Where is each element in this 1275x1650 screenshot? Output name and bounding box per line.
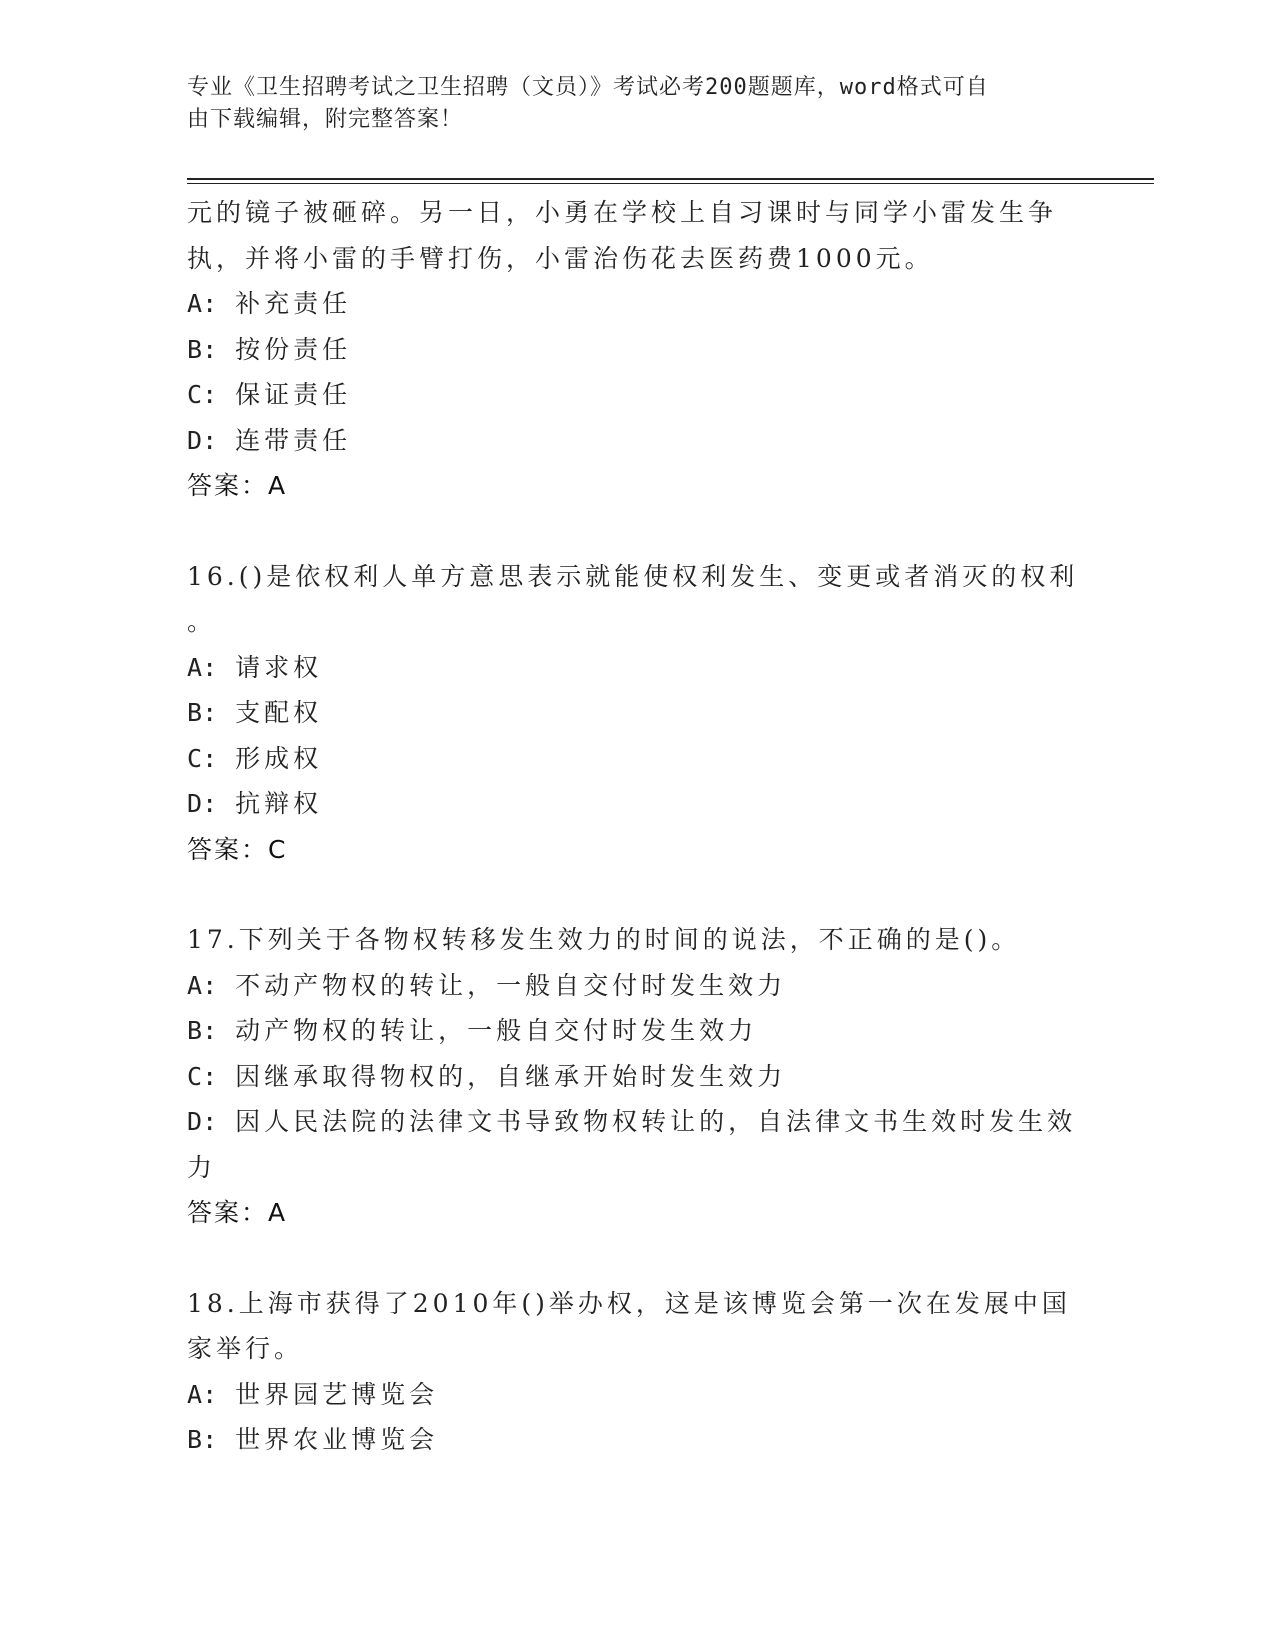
option-c — [187, 372, 1087, 418]
option-text: 形成权 — [235, 743, 323, 773]
option-separator: : — [202, 1107, 222, 1136]
option-d — [187, 1099, 1087, 1145]
header-line-2: 由下载编辑，附完整答案！ — [187, 107, 464, 132]
option-a — [187, 281, 1087, 327]
question-content — [187, 190, 1087, 1463]
option-separator: : — [202, 698, 222, 727]
option-separator: : — [202, 1016, 222, 1045]
option-letter: A — [187, 1379, 203, 1409]
option-text: 保证责任 — [235, 380, 352, 409]
option-letter: B — [187, 1425, 203, 1454]
option-letter: D — [187, 1107, 203, 1136]
option-text: 抗辩权 — [235, 789, 323, 818]
option-a — [187, 963, 1087, 1009]
question-18 — [187, 1281, 1087, 1463]
option-text: 请求权 — [235, 652, 323, 682]
option-text: 补充责任 — [235, 289, 352, 318]
option-c — [187, 1054, 1087, 1100]
question-text-line: 家举行。 — [187, 1334, 304, 1363]
option-d — [187, 781, 1087, 827]
option-separator: : — [202, 743, 222, 773]
header-line-1: 专业《卫生招聘考试之卫生招聘（文员）》考试必考200题题库，word格式可自 — [187, 75, 989, 100]
option-separator: : — [202, 1061, 222, 1091]
option-separator: : — [202, 652, 222, 682]
option-b — [187, 690, 1087, 736]
option-letter: D — [187, 789, 203, 818]
question-text-line: 18.上海市获得了2010年()举办权，这是该博览会第一次在发展中国 — [187, 1288, 1071, 1318]
option-letter: A — [187, 970, 203, 1000]
header-divider-thin — [187, 183, 1154, 184]
question-15 — [187, 190, 1087, 509]
option-a — [187, 645, 1087, 691]
option-text-continuation: 力 — [187, 1152, 217, 1182]
option-letter: C — [187, 1061, 203, 1091]
option-d — [187, 418, 1087, 464]
question-text-line: 元的镜子被砸碎。另一日，小勇在学校上自习课时与同学小雷发生争 — [187, 198, 1058, 227]
option-letter: D — [187, 425, 203, 455]
question-text-line: 。 — [187, 607, 217, 636]
option-letter: B — [187, 1016, 203, 1045]
option-letter: B — [187, 334, 203, 364]
question-text-line: 执，并将小雷的手臂打伤，小雷治伤花去医药费1000元。 — [187, 243, 934, 273]
option-separator: : — [202, 380, 222, 409]
option-letter: A — [187, 652, 203, 682]
answer-line: 答案：C — [187, 834, 288, 864]
option-text: 因继承取得物权的，自继承开始时发生效力 — [235, 1061, 787, 1091]
option-a — [187, 1372, 1087, 1418]
question-text-line: 17.下列关于各物权转移发生效力的时间的说法，不正确的是()。 — [187, 925, 1021, 954]
option-text: 连带责任 — [235, 425, 352, 455]
option-text: 不动产物权的转让，一般自交付时发生效力 — [235, 970, 787, 1000]
option-separator: : — [202, 970, 222, 1000]
option-b — [187, 327, 1087, 373]
option-separator: : — [202, 789, 222, 818]
option-text: 支配权 — [235, 698, 323, 727]
question-17 — [187, 917, 1087, 1236]
document-header — [187, 72, 1087, 136]
option-text: 因人民法院的法律文书导致物权转让的，自法律文书生效时发生效 — [235, 1107, 1077, 1136]
answer-line: 答案：A — [187, 471, 288, 500]
option-separator: : — [202, 1425, 222, 1454]
option-separator: : — [202, 1379, 222, 1409]
option-letter: B — [187, 698, 203, 727]
option-text: 动产物权的转让，一般自交付时发生效力 — [235, 1016, 758, 1045]
question-spacer — [187, 1236, 1087, 1281]
option-text: 世界农业博览会 — [235, 1425, 439, 1454]
answer-line: 答案：A — [187, 1198, 288, 1227]
option-separator: : — [202, 334, 222, 364]
question-spacer — [187, 872, 1087, 917]
option-b — [187, 1008, 1087, 1054]
option-letter: C — [187, 743, 203, 773]
option-separator: : — [202, 289, 222, 318]
question-spacer — [187, 509, 1087, 554]
question-16 — [187, 554, 1087, 873]
option-separator: : — [202, 425, 222, 455]
option-text: 按份责任 — [235, 334, 352, 364]
option-text: 世界园艺博览会 — [235, 1379, 439, 1409]
option-c — [187, 736, 1087, 782]
header-divider-thick — [187, 178, 1154, 180]
option-letter: C — [187, 380, 203, 409]
option-b — [187, 1417, 1087, 1463]
option-letter: A — [187, 289, 203, 318]
question-text-line: 16.()是依权利人单方意思表示就能使权利发生、变更或者消灭的权利 — [187, 561, 1079, 591]
